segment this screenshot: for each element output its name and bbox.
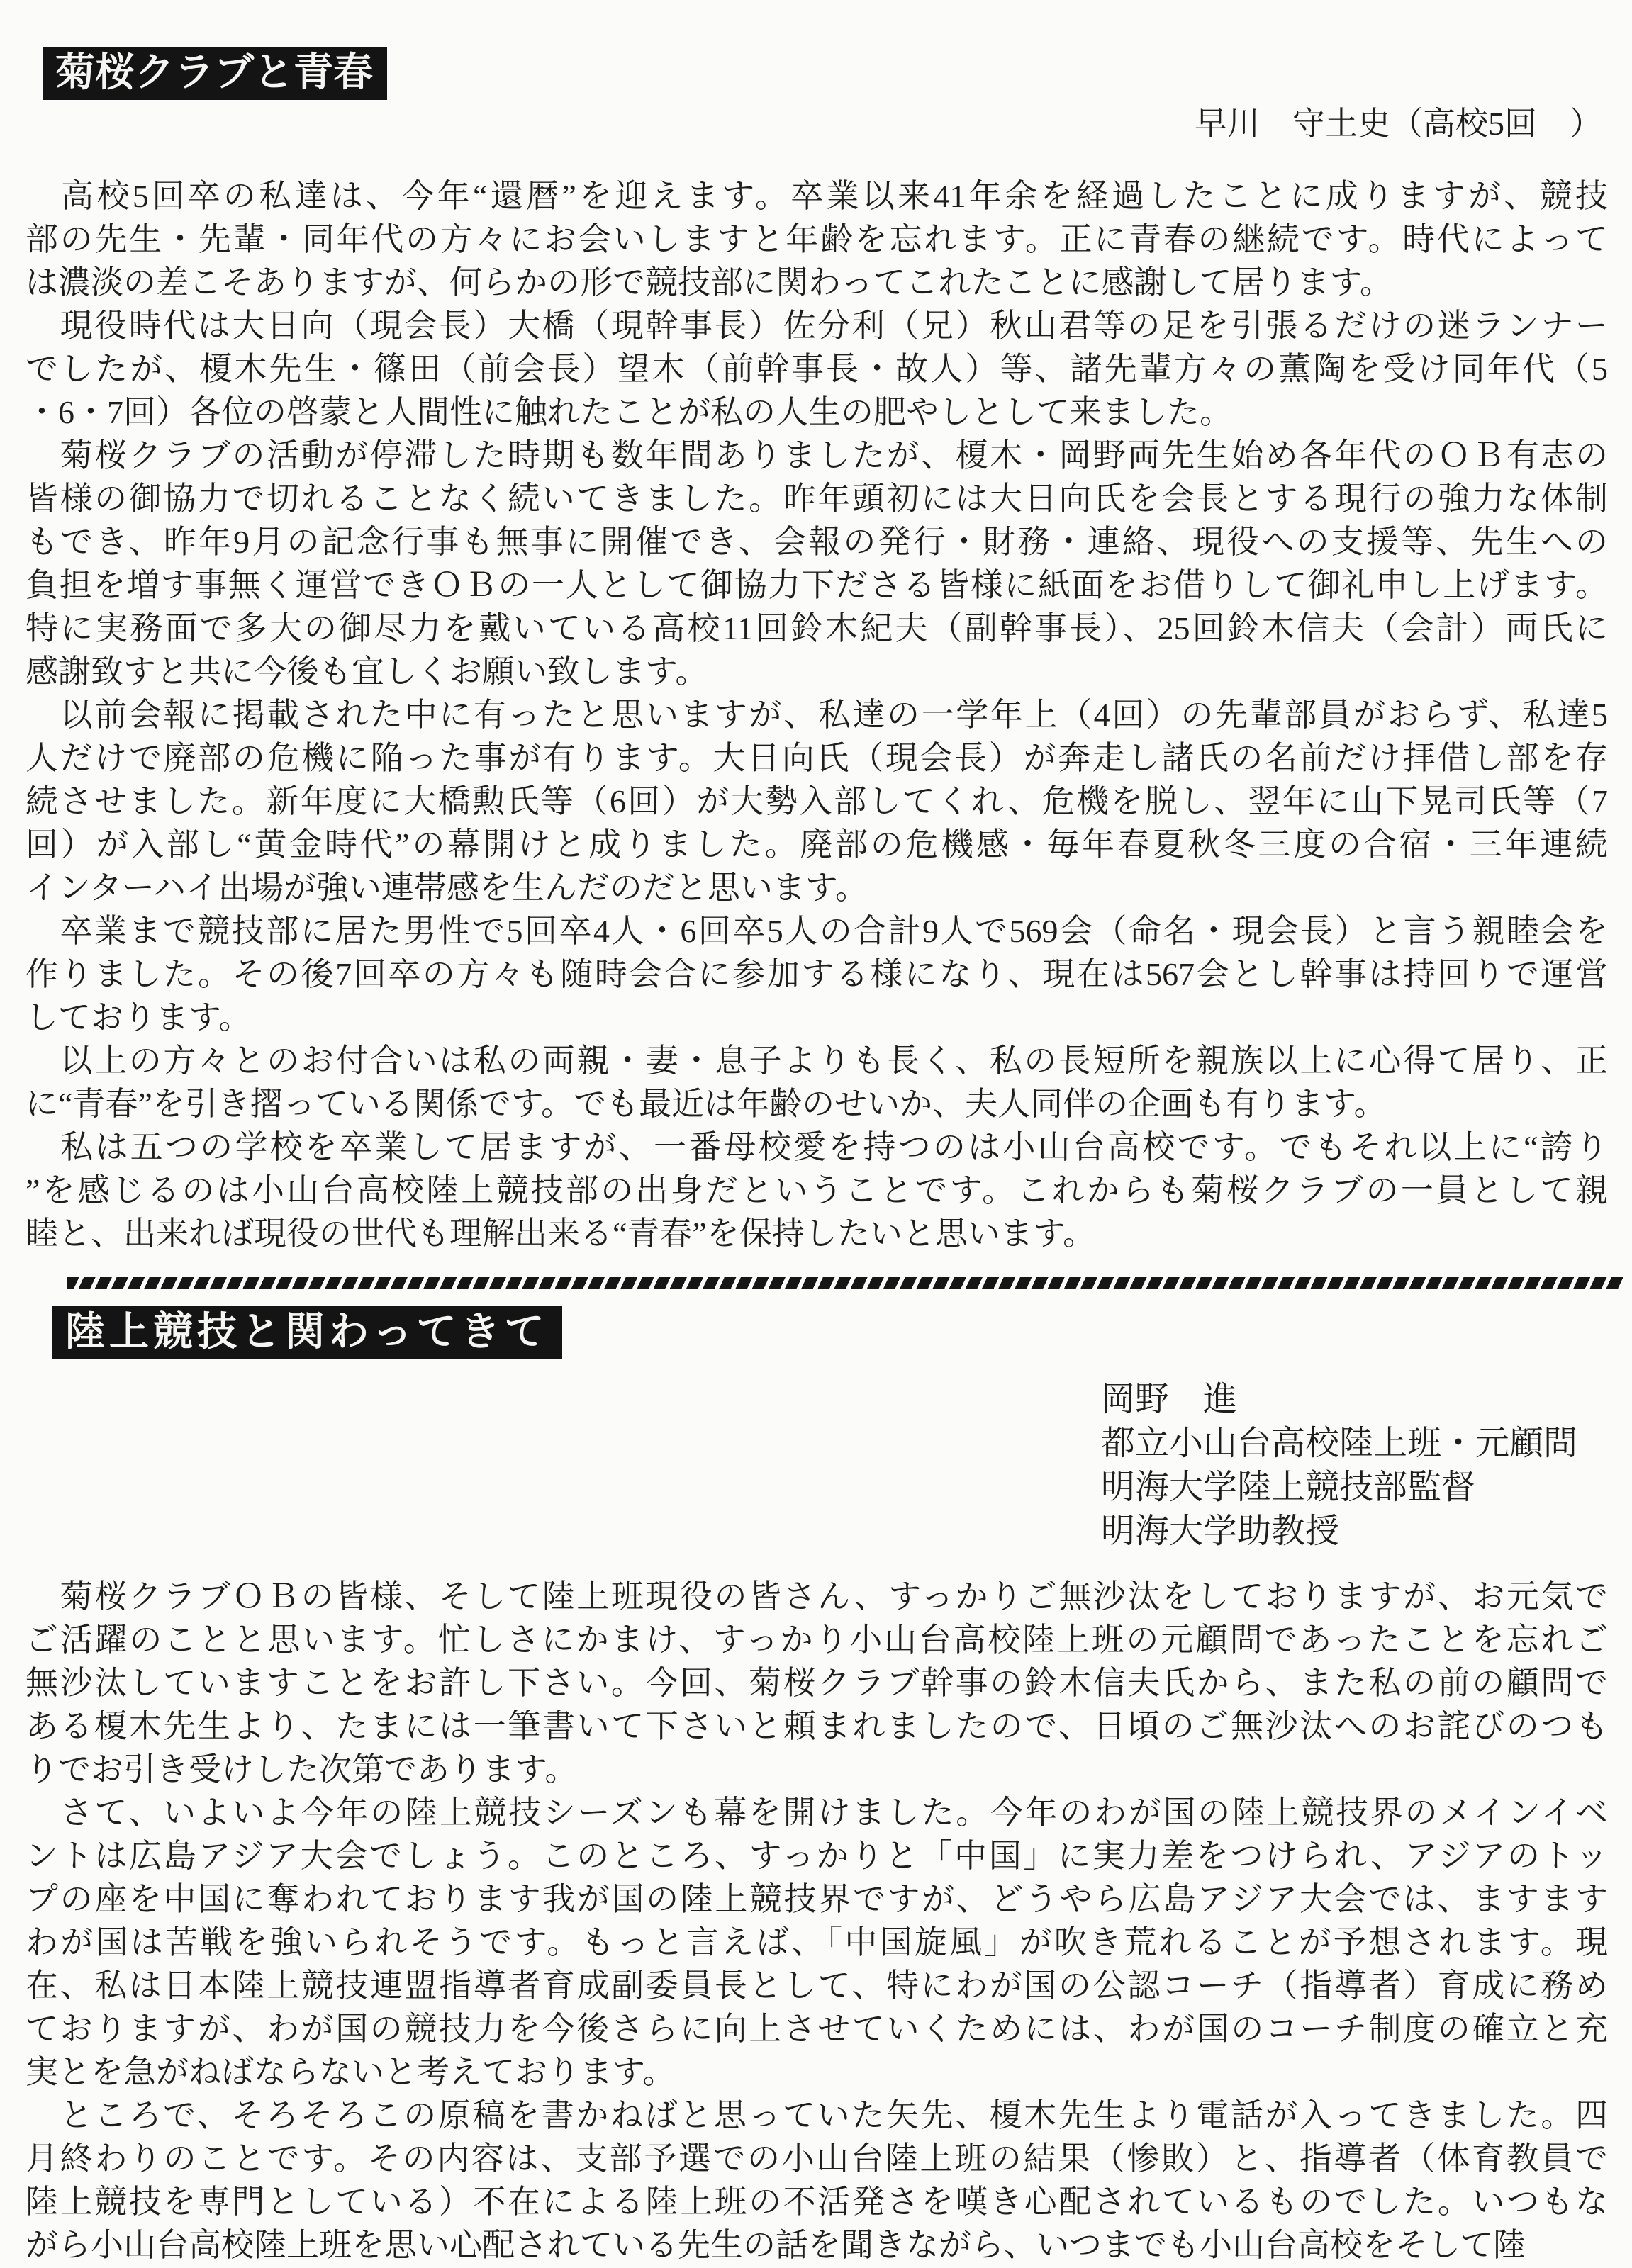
- text-line: 作りました。その後7回卒の方々も随時会合に参加する様になり、現在は567会とし幹事は持回りで運営: [26, 956, 1608, 992]
- text-line: 回）が入部し“黄金時代”の幕開けと成りました。廃部の危機感・毎年春夏秋冬三度の合宿・三年連続: [26, 826, 1608, 863]
- text-line: 在、私は日本陸上競技連盟指導者育成副委員長として、特にわが国の公認コーチ（指導者）育成に務め: [26, 1967, 1608, 2004]
- text-line: ントは広島アジア大会でしょう。このところ、すっかりと「中国」に実力差をつけられ、アジアのトッ: [26, 1838, 1608, 1874]
- article2-title: 陸上競技と関わってきて: [52, 1306, 562, 1359]
- text-line: 無沙汰していますことをお許し下さい。今回、菊桜クラブ幹事の鈴木信夫氏から、また私の前の顧問で: [26, 1665, 1608, 1701]
- text-line: 月終わりのことです。その内容は、支部予選での小山台陸上班の結果（惨敗）と、指導者（体育教員で: [26, 2140, 1608, 2177]
- text-line: 負担を増す事無く運営できＯＢの一人として御協力下ださる皆様に紙面をお借りして御礼申し上げます。: [26, 567, 1608, 603]
- article2-author-title-1: 都立小山台高校陸上班・元顧問: [1101, 1425, 1578, 1462]
- text-line: ”を感じるのは小山台高校陸上競技部の出身だということです。これからも菊桜クラブの一員として親: [26, 1172, 1608, 1208]
- text-line: ところで、そろそろこの原稿を書かねばと思っていた矢先、榎木先生より電話が入ってきました。四: [26, 2097, 1608, 2133]
- paragraph: [26, 1039, 1608, 1125]
- paragraph: [26, 1125, 1608, 1255]
- text-line: しております。: [26, 999, 252, 1035]
- text-line: ・6・7回）各位の啓蒙と人間性に触れたことが私の人生の肥やしとして来ました。: [26, 394, 1232, 430]
- text-line: でしたが、榎木先生・篠田（前会長）望木（前幹事長・故人）等、諸先輩方々の薫陶を受け同年代（5: [26, 351, 1608, 387]
- paragraph: [26, 693, 1608, 909]
- paragraph: [26, 434, 1608, 693]
- article2-author-name: 岡野 進: [1101, 1381, 1238, 1418]
- text-line: わが国は苦戦を強いられそうです。もっと言えば、「中国旋風」が吹き荒れることが予想されます。現: [26, 1924, 1608, 1960]
- text-line: 特に実務面で多大の御尽力を戴いている高校11回鈴木紀夫（副幹事長）、25回鈴木信夫（会計）両氏に: [26, 610, 1608, 646]
- paragraph: [26, 1791, 1608, 2094]
- text-line: がら小山台高校陸上班を思い心配されている先生の話を聞きながら、いつまでも小山台高校をそして陸: [26, 2227, 1526, 2263]
- text-line: ておりますが、わが国の競技力を今後さらに向上させていくためには、わが国のコーチ制度の確立と充: [26, 2011, 1608, 2047]
- text-line: 部の先生・先輩・同年代の方々にお会いしますと年齢を忘れます。正に青春の継続です。時代によって: [26, 221, 1608, 257]
- text-line: インターハイ出場が強い連帯感を生んだのだと思います。: [26, 870, 868, 906]
- text-line: に“青春”を引き摺っている関係です。でも最近は年齢のせいか、夫人同伴の企画も有ります。: [26, 1086, 1387, 1122]
- text-line: ある榎木先生より、たまには一筆書いて下さいと頼まれましたので、日頃のご無沙汰へのお詫びのつも: [26, 1708, 1608, 1744]
- text-line: ご活躍のことと思います。忙しさにかまけ、すっかり小山台高校陸上班の元顧問であったことを忘れご: [26, 1622, 1608, 1658]
- text-line: 皆様の御協力で切れることなく続いてきました。昨年頭初には大日向氏を会長とする現行の強力な体制: [26, 481, 1608, 517]
- text-line: 陸上競技を専門としている）不在による陸上班の不活発さを嘆き心配されているものでした。いつもな: [26, 2184, 1608, 2220]
- text-line: 卒業まで競技部に居た男性で5回卒4人・6回卒5人の合計9人で569会（命名・現会長）と言う親睦会を: [26, 913, 1608, 949]
- text-line: 以上の方々とのお付合いは私の両親・妻・息子よりも長く、私の長短所を親族以上に心得て居り、正: [26, 1043, 1608, 1079]
- paragraph: [26, 304, 1608, 434]
- text-line: 睦と、出来れば現役の世代も理解出来る“青春”を保持したいと思います。: [26, 1216, 1096, 1252]
- text-line: 以前会報に掲載された中に有ったと思いますが、私達の一学年上（4回）の先輩部員がおらず、私達5: [26, 697, 1608, 733]
- paragraph: [26, 1575, 1608, 1791]
- text-line: は濃淡の差こそありますが、何らかの形で競技部に関わってこれたことに感謝して居ります。: [26, 264, 1392, 301]
- text-line: 人だけで廃部の危機に陥った事が有ります。大日向氏（現会長）が奔走し諸氏の名前だけ拝借し部を存: [26, 740, 1608, 776]
- article1-body: [26, 174, 1608, 1255]
- text-line: プの座を中国に奪われております我が国の陸上競技界ですが、どうやら広島アジア大会では、ますます: [26, 1881, 1608, 1917]
- article2-author-block: [1101, 1378, 1577, 1554]
- article2-body: [26, 1575, 1608, 2267]
- paragraph: [26, 909, 1608, 1039]
- text-line: 実とを急がねばならないと考えております。: [26, 2054, 676, 2090]
- section-divider: [67, 1277, 1623, 1289]
- article1-title: 菊桜クラブと青春: [43, 47, 387, 100]
- article1-author: 早川 守土史（高校5回 ）: [1195, 106, 1602, 142]
- text-line: 現役時代は大日向（現会長）大橋（現幹事長）佐分利（兄）秋山君等の足を引張るだけの迷ランナー: [26, 308, 1608, 344]
- text-line: 続させました。新年度に大橋勲氏等（6回）が大勢入部してくれ、危機を脱し、翌年に山下晃司氏等（7: [26, 783, 1608, 819]
- article2-author-title-2: 明海大学陸上競技部監督: [1101, 1469, 1476, 1506]
- text-line: 高校5回卒の私達は、今年“還暦”を迎えます。卒業以来41年余を経過したことに成りますが、競技: [26, 178, 1608, 214]
- paragraph: [26, 2094, 1608, 2267]
- article2-author-title-3: 明海大学助教授: [1101, 1512, 1340, 1550]
- text-line: りでお引き受けした次第であります。: [26, 1751, 578, 1787]
- paragraph: [26, 174, 1608, 304]
- text-line: もでき、昨年9月の記念行事も無事に開催でき、会報の発行・財務・連絡、現役への支援等、先生への: [26, 524, 1608, 560]
- text-line: 菊桜クラブＯＢの皆様、そして陸上班現役の皆さん、すっかりご無沙汰をしておりますが、お元気で: [26, 1578, 1608, 1615]
- text-line: 菊桜クラブの活動が停滞した時期も数年間ありましたが、榎木・岡野両先生始め各年代のＯＢ有志の: [26, 437, 1608, 473]
- text-line: さて、いよいよ今年の陸上競技シーズンも幕を開けました。今年のわが国の陸上競技界のメインイベ: [26, 1795, 1608, 1831]
- text-line: 私は五つの学校を卒業して居ますが、一番母校愛を持つのは小山台高校です。でもそれ以上に“誇り: [26, 1129, 1608, 1165]
- text-line: 感謝致すと共に今後も宜しくお願い致します。: [26, 653, 708, 690]
